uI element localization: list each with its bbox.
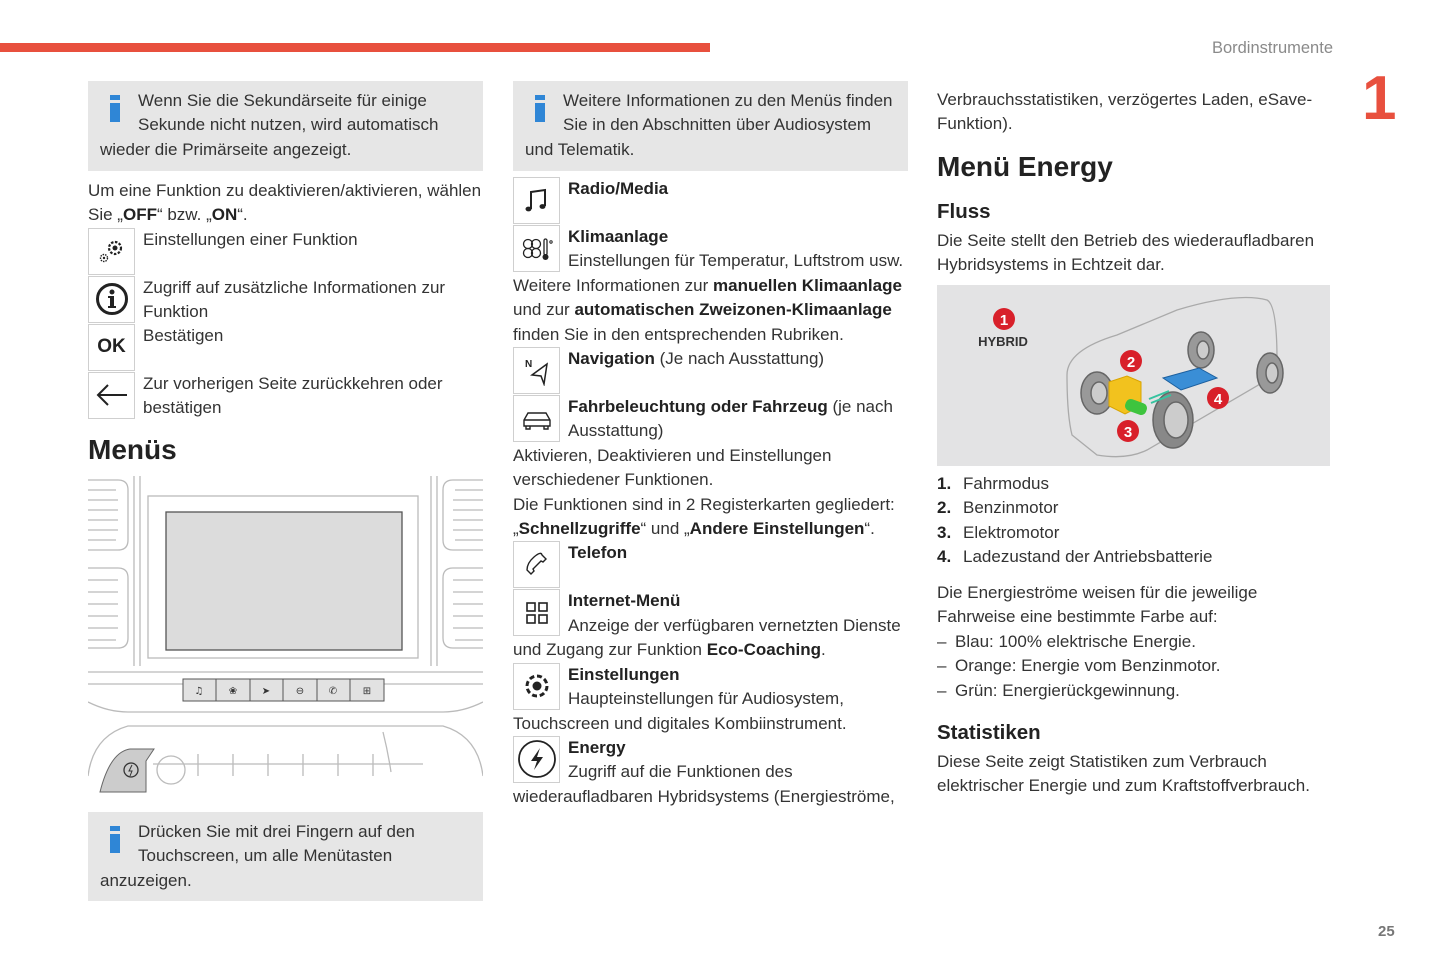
column-1-bottom	[88, 812, 484, 901]
info-box	[513, 81, 908, 171]
menu-title: Klimaanlage	[568, 227, 669, 246]
text: Um eine Funktion zu deaktivieren/aktivieren, wählen Sie „	[88, 181, 482, 225]
column-3	[937, 88, 1333, 278]
legend-item	[937, 496, 1333, 520]
menu-description: Einstellungen für Temperatur, Luftstrom usw.	[568, 251, 904, 271]
svg-text:➤: ➤	[261, 686, 271, 697]
flow-item	[937, 679, 1333, 703]
flow-text: Grün: Energierückgewinnung.	[955, 680, 1180, 700]
text: “.	[864, 519, 875, 539]
energy-bolt-icon	[513, 736, 560, 783]
legend-item	[937, 521, 1333, 545]
icon-row-info	[88, 276, 484, 324]
icon-row-back	[88, 372, 484, 420]
legend-item	[937, 545, 1333, 569]
climate-note	[513, 274, 909, 347]
statistics-section	[937, 720, 1333, 799]
text: “ und „	[640, 519, 690, 539]
column-2	[513, 81, 909, 809]
navigation-icon	[513, 347, 560, 394]
legend-label: Elektromotor	[963, 522, 1060, 542]
text-bold: manuellen Klimaanlage	[713, 275, 902, 295]
svg-text:♫: ♫	[194, 686, 204, 697]
statistics-description: Diese Seite zeigt Statistiken zum Verbrauch elektrischer Energie und zum Kraftstoffverbrauch.	[937, 752, 1310, 796]
page-number: 25	[1378, 923, 1395, 940]
menu-item-navigation	[513, 347, 909, 395]
menu-item-internet	[513, 589, 909, 662]
column-1	[88, 81, 484, 466]
icon-row-text: Einstellungen einer Funktion	[143, 229, 358, 249]
text: Die Funktionen sind in 2 Registerkarten gegliedert: „	[513, 494, 895, 539]
legend-number: 1.	[937, 474, 952, 493]
menu-note: (je nach Ausstattung)	[568, 397, 893, 441]
text-bold: automatischen Zweizonen-Klimaanlage	[574, 300, 892, 320]
legend-label: Benzinmotor	[963, 498, 1059, 518]
back-arrow-icon	[88, 372, 135, 419]
flow-description: Die Seite stellt den Betrieb des wiederaufladbaren Hybridsystems in Echtzeit dar.	[937, 230, 1315, 275]
flow-text: Orange: Energie vom Benzinmotor.	[955, 656, 1221, 676]
icon-row-text: Bestätigen	[143, 325, 224, 345]
header-accent-bar	[0, 43, 710, 52]
eco-coaching-label: Eco-Coaching	[706, 640, 822, 660]
info-text: Weitere Informationen zu den Menüs finden Sie in den Abschnitten über Audiosystem und Telematik.	[525, 91, 893, 159]
icon-row-text: Zur vorherigen Seite zurückkehren oder bestätigen	[143, 373, 443, 418]
text: Weitere Informationen zur	[513, 275, 713, 295]
tabs-description	[513, 493, 909, 542]
svg-text:✆: ✆	[328, 686, 338, 697]
menu-note: (Je nach Ausstattung)	[654, 349, 825, 369]
energy-flows	[937, 581, 1333, 703]
marker-3: 3	[1123, 424, 1133, 441]
flow-item	[937, 630, 1333, 654]
text: .	[821, 640, 826, 660]
svg-text:❀: ❀	[228, 686, 238, 697]
menu-item-climate	[513, 225, 909, 274]
energy-menu-heading: Menü Energy	[937, 150, 1113, 182]
menu-description: Haupteinstellungen für Audiosystem, Touchscreen und digitales Kombiinstrument.	[513, 689, 847, 733]
menu-title: Telefon	[568, 543, 628, 563]
menu-title: Radio/Media	[568, 179, 669, 198]
legend-number: 2.	[937, 498, 952, 518]
info-i-icon	[525, 89, 563, 137]
phone-icon	[513, 541, 560, 588]
menu-item-energy	[513, 736, 909, 809]
tab-name: Schnellzugriffe	[518, 519, 641, 539]
text: finden Sie in den entsprechenden Rubriken.	[513, 324, 844, 344]
menu-description: Anzeige der verfügbaren vernetzten Dienste und Zugang zur Funktion	[513, 615, 901, 660]
intro-paragraph	[88, 179, 484, 228]
menu-title: Navigation	[568, 349, 655, 369]
section-title: Bordinstrumente	[1211, 39, 1333, 57]
menu-item-phone	[513, 541, 909, 589]
car-icon	[513, 395, 560, 442]
flow-heading: Fluss	[937, 199, 991, 223]
hybrid-mode-label: HYBRID	[978, 334, 1028, 349]
figure-legend	[937, 472, 1333, 570]
ok-icon: OK	[88, 324, 135, 371]
text: und zur	[513, 300, 575, 320]
legend-item	[937, 472, 1333, 496]
settings-gears-icon	[88, 228, 135, 275]
flows-intro: Die Energieströme weisen für die jeweilige Fahrweise eine bestimmte Farbe auf:	[937, 583, 1258, 627]
flow-text: Blau: 100% elektrische Energie.	[955, 631, 1196, 651]
dash: –	[937, 631, 947, 651]
energy-continuation-text: Verbrauchsstatistiken, verzögertes Laden, eSave-Funktion).	[937, 90, 1313, 134]
icon-row-settings	[88, 228, 484, 276]
menu-title: Fahrbeleuchtung oder Fahrzeug	[568, 397, 828, 417]
on-label: ON	[211, 205, 238, 225]
info-i-icon	[100, 820, 138, 868]
svg-text:⊞: ⊞	[362, 686, 372, 697]
info-box	[88, 812, 483, 901]
dashboard-illustration	[88, 476, 483, 802]
svg-text:N: N	[524, 358, 532, 370]
info-text: Drücken Sie mit drei Fingern auf den Touchscreen, um alle Menütasten anzuzeigen.	[100, 822, 415, 890]
info-i-icon	[100, 89, 138, 137]
off-label: OFF	[122, 205, 157, 225]
menu-item-radio	[513, 177, 909, 225]
marker-4: 4	[1213, 391, 1223, 408]
info-icon	[88, 276, 135, 323]
menu-description: Zugriff auf die Funktionen des wiederaufladbaren Hybridsystems (Energieströme,	[513, 762, 895, 806]
menus-heading: Menüs	[88, 433, 177, 465]
legend-label: Fahrmodus	[963, 474, 1049, 493]
menu-title: Einstellungen	[568, 664, 680, 684]
marker-2: 2	[1126, 354, 1136, 371]
svg-text:⊖: ⊖	[295, 686, 305, 697]
text: “ bzw. „	[156, 205, 212, 225]
flow-item	[937, 654, 1333, 678]
dash: –	[937, 680, 947, 700]
music-note-icon	[513, 177, 560, 224]
legend-number: 3.	[937, 522, 952, 542]
legend-number: 4.	[937, 547, 952, 567]
vehicle-description: Aktivieren, Deaktivieren und Einstellungen verschiedener Funktionen.	[513, 445, 832, 490]
statistics-heading: Statistiken	[937, 721, 1041, 744]
menu-item-settings	[513, 663, 909, 736]
chapter-number: 1	[1362, 64, 1397, 133]
legend-label: Ladezustand der Antriebsbatterie	[963, 547, 1213, 567]
hybrid-system-figure	[937, 285, 1330, 466]
marker-1: 1	[999, 312, 1009, 329]
icon-row-text: Zugriff auf zusätzliche Informationen zur Funktion	[143, 277, 446, 322]
grid-apps-icon	[513, 589, 560, 636]
menu-title: Energy	[568, 737, 626, 757]
info-box	[88, 81, 483, 171]
text: “.	[237, 205, 248, 225]
tab-name: Andere Einstellungen	[689, 519, 865, 539]
settings-gear-icon	[513, 663, 560, 710]
info-text: Wenn Sie die Sekundärseite für einige Sekunde nicht nutzen, wird automatisch wieder die Primärseite angezeigt.	[100, 91, 439, 159]
dash: –	[937, 656, 947, 676]
menu-item-vehicle	[513, 395, 909, 444]
menu-title: Internet-Menü	[568, 591, 681, 611]
fan-thermometer-icon	[513, 225, 560, 272]
icon-row-ok	[88, 324, 484, 372]
